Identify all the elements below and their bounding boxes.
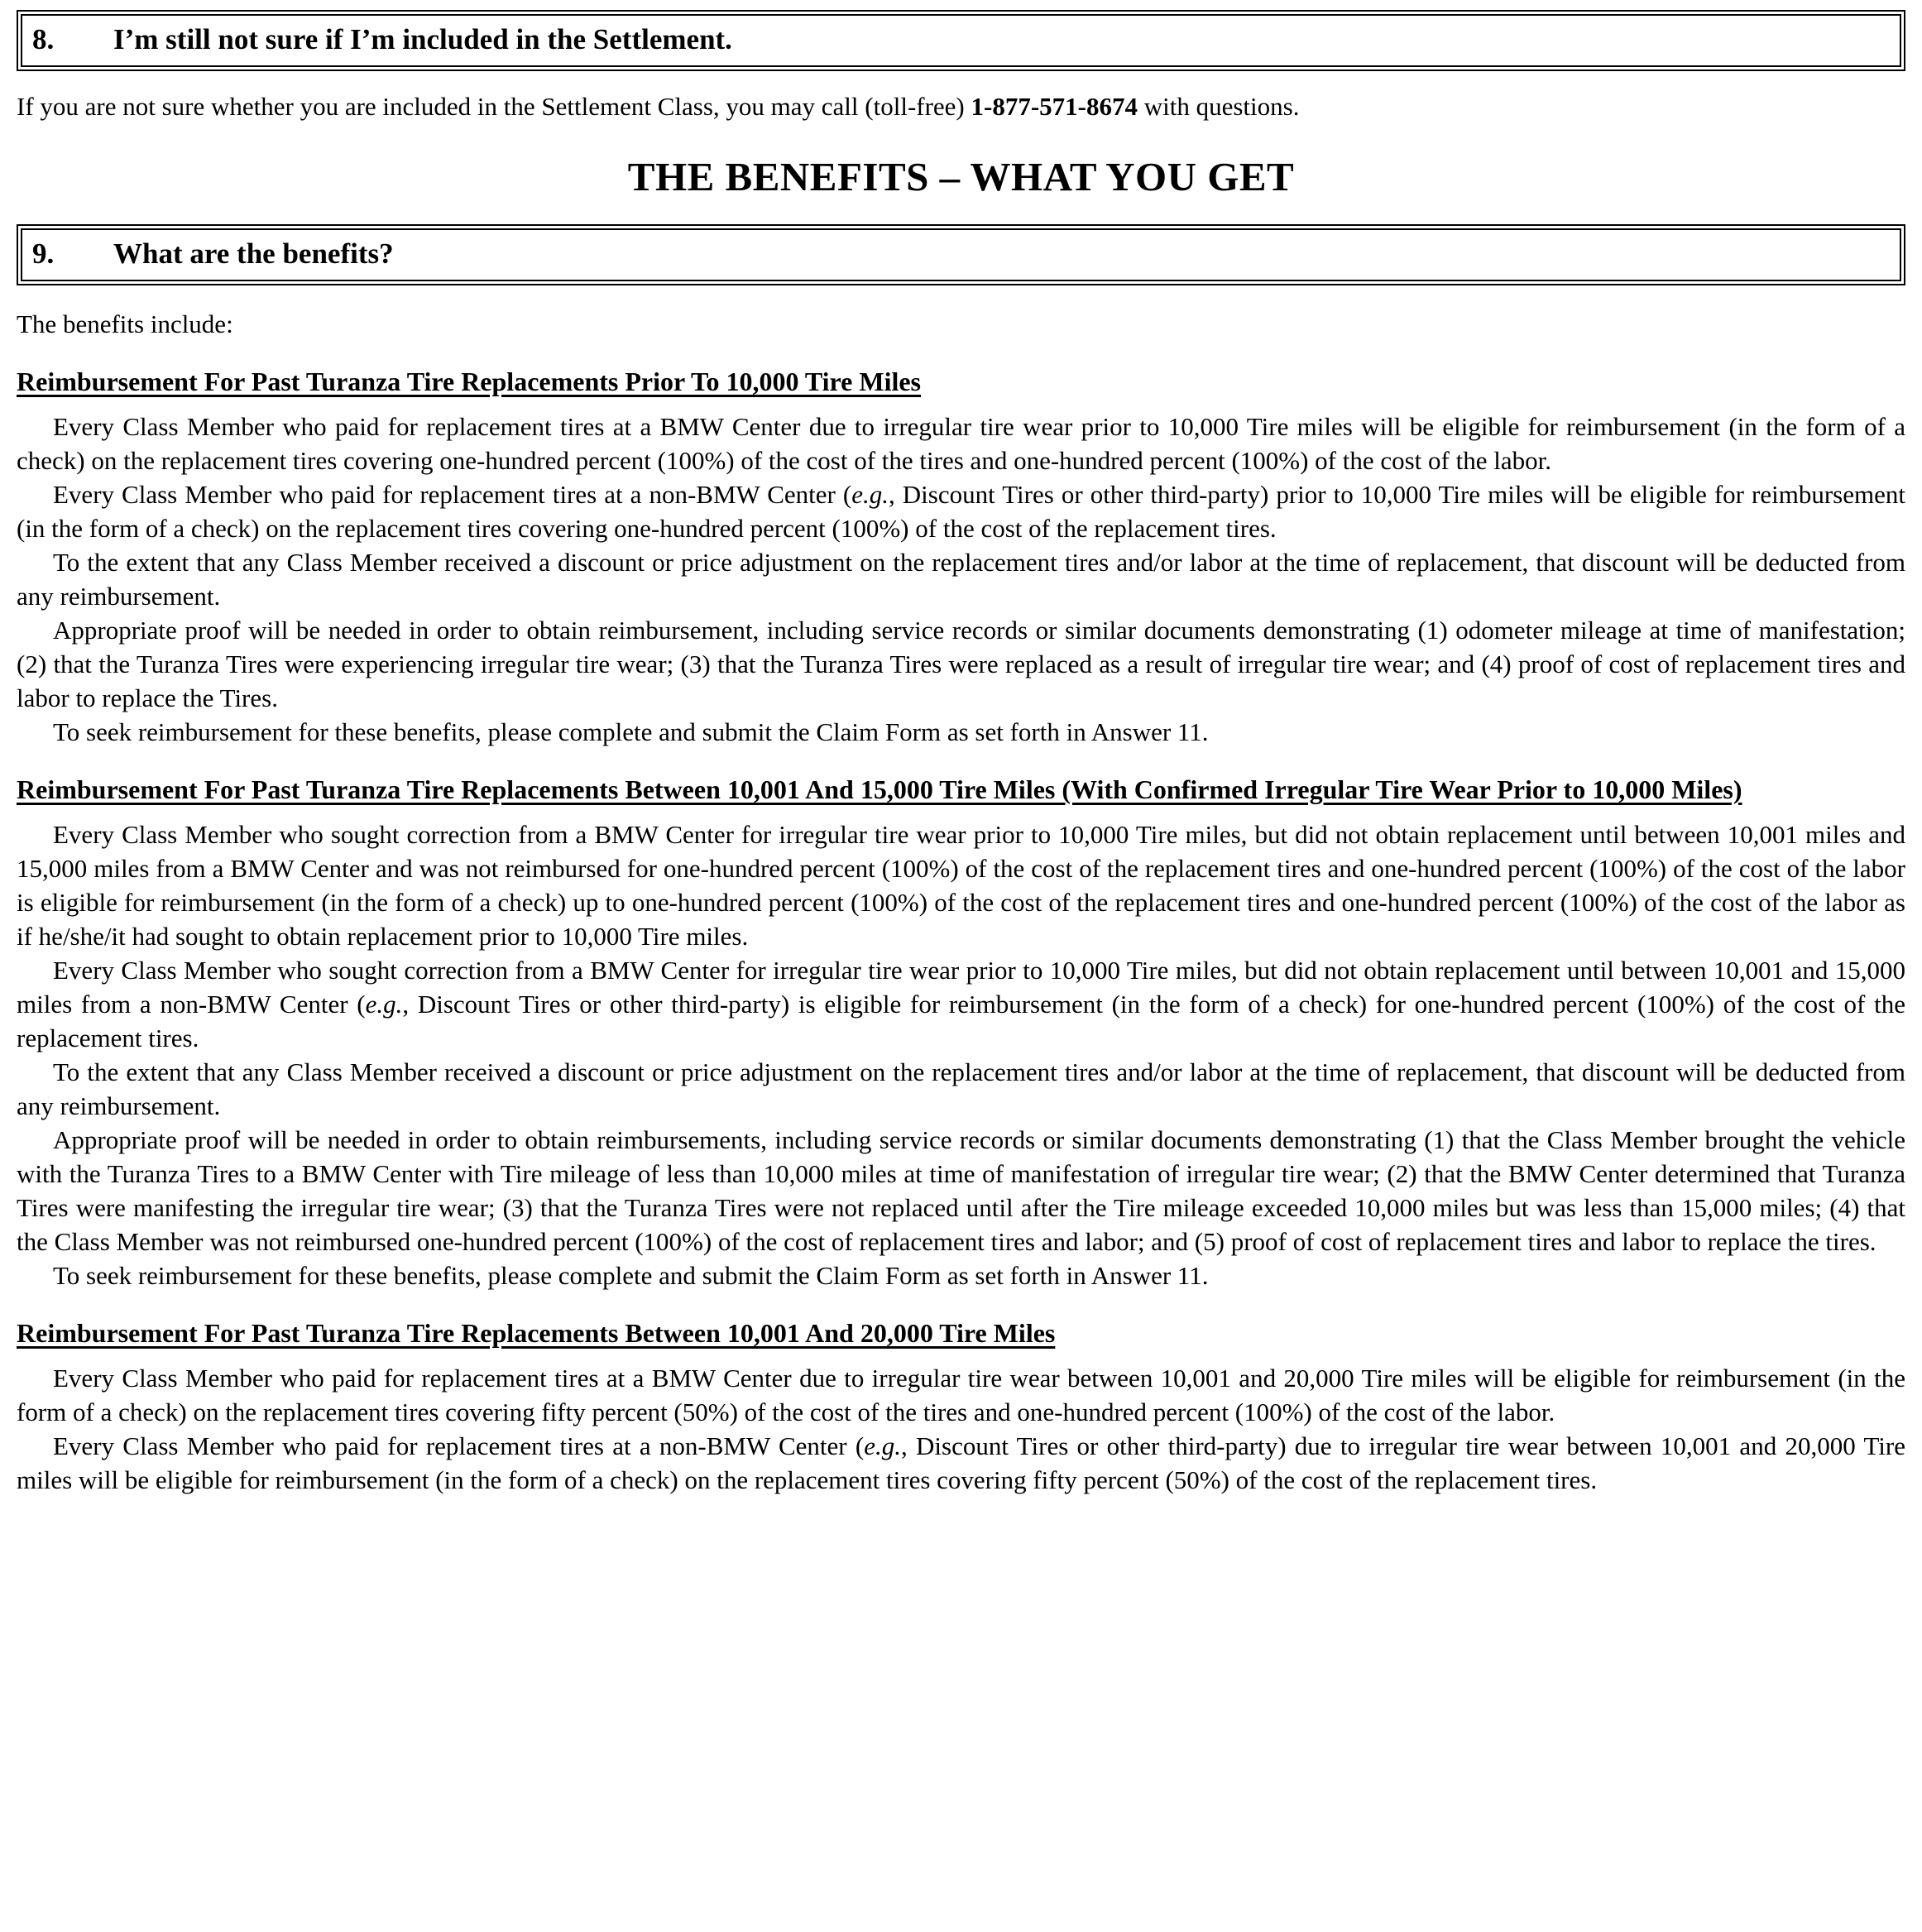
benefit-heading: Reimbursement For Past Turanza Tire Replacements Prior To 10,000 Tire Miles [17,366,921,396]
paragraph [17,817,1905,953]
text-run: Every Class Member who paid for replacement tires at a BMW Center due to irregular tire wear prior to 10,000 Tire miles will be eligible for reimbursement (in the form of a check) on the replacement tires covering one-hundred percent (100%) of the cost of the tires and one-hundred percent (100%) of the cost of the labor. [17,411,1905,475]
paragraph [17,545,1905,613]
benefit-section [17,1316,1905,1497]
paragraph [17,477,1905,545]
question-9-number: 9. [32,237,55,270]
paragraph [17,1361,1905,1429]
text-run: Every Class Member who sought correction from a BMW Center for irregular tire wear prior to 10,000 Tire miles, but did not obtain replacement until between 10,001 and 15,000 miles from a non-BMW Center ( [17,955,1905,1019]
text-run: To the extent that any Class Member received a discount or price adjustment on the replacement tires and/or labor at the time of replacement, that discount will be deducted from any reimbursement. [17,547,1905,611]
text-run: Appropriate proof will be needed in order to obtain reimbursements, including service records or similar documents demonstrating (1) that the Class Member brought the vehicle with the Turanza Tires to a BMW Center with Tire mileage of less than 10,000 miles at time of manifestation of irregular tire wear; (2) that the BMW Center determined that Turanza Tires were manifesting the irregular tire wear; (3) that the Turanza Tires were not replaced until after the Tire mileage exceeded 10,000 miles but was less than 15,000 miles; (4) that the Class Member was not reimbursed one-hundred percent (100%) of the cost of replacement tires and labor; and (5) proof of cost of replacement tires and labor to replace the tires. [17,1124,1905,1256]
question-8-number: 8. [32,23,55,55]
text-run: Every Class Member who paid for replacement tires at a non-BMW Center ( [53,1431,865,1460]
benefits-main-heading: THE BENEFITS – WHAT YOU GET [627,154,1295,199]
benefit-section [17,364,1905,749]
paragraph [17,1429,1905,1497]
benefit-heading: Reimbursement For Past Turanza Tire Replacements Between 10,001 And 20,000 Tire Miles [17,1317,1056,1348]
question-9-box [17,224,1905,285]
paragraph [17,410,1905,477]
text-run: e.g. [851,479,889,509]
text-run: e.g. [864,1431,901,1460]
question-8-answer [17,89,1905,123]
paragraph [17,613,1905,715]
text-run: , Discount Tires or other third-party) prior to 10,000 Tire miles will be eligible for reimbursement (in the form of a check) on the replacement tires covering one-hundred percent (100%) of the cost of the replacement tires. [17,479,1905,543]
text-run: e.g. [365,989,403,1019]
text-run: To the extent that any Class Member received a discount or price adjustment on the replacement tires and/or labor at the time of replacement, that discount will be deducted from any reimbursement. [17,1057,1905,1120]
question-8-title: I’m still not sure if I’m included in the Settlement. [113,23,732,55]
text-run: , Discount Tires or other third-party) is eligible for reimbursement (in the form of a check) for one-hundred percent (100%) of the cost of the replacement tires. [17,989,1905,1052]
text-run: 1-877-571-8674 [971,92,1138,121]
text-run: with questions. [1138,92,1300,121]
text-run: Every Class Member who sought correction from a BMW Center for irregular tire wear prior to 10,000 Tire miles, but did not obtain replacement until between 10,001 miles and 15,000 miles from a BMW Center and was not reimbursed for one-hundred percent (100%) of the cost of the replacement tires and one-hundred percent (100%) of the cost of the labor is eligible for reimbursement (in the form of a check) up to one-hundred percent (100%) of the cost of the replacement tires and one-hundred percent (100%) of the cost of the labor as if he/she/it had sought to obtain replacement prior to 10,000 Tire miles. [17,819,1905,951]
benefit-section [17,772,1905,1292]
paragraph [17,715,1905,749]
paragraph [17,1123,1905,1258]
paragraph [17,1258,1905,1292]
benefit-sections [17,364,1905,1497]
text-run: To seek reimbursement for these benefits, please complete and submit the Claim Form as set forth in Answer 11. [53,1260,1209,1290]
benefits-intro: The benefits include: [17,309,233,338]
text-run: Every Class Member who paid for replacement tires at a BMW Center due to irregular tire wear between 10,001 and 20,000 Tire miles will be eligible for reimbursement (in the form of a check) on the replacement tires covering fifty percent (50%) of the cost of the tires and one-hundred percent (100%) of the cost of the labor. [17,1363,1905,1426]
benefit-heading: Reimbursement For Past Turanza Tire Replacements Between 10,001 And 15,000 Tire Miles (With Confirmed Irregular Tire Wear Prior to 10,000 Miles) [17,774,1742,804]
paragraph [17,953,1905,1055]
question-8-box [17,10,1905,71]
question-9-title: What are the benefits? [113,237,394,270]
paragraph [17,1055,1905,1123]
text-run: If you are not sure whether you are included in the Settlement Class, you may call (toll-free) [17,92,971,121]
text-run: To seek reimbursement for these benefits, please complete and submit the Claim Form as set forth in Answer 11. [53,717,1209,746]
text-run: Appropriate proof will be needed in order to obtain reimbursement, including service records or similar documents demonstrating (1) odometer mileage at time of manifestation; (2) that the Turanza Tires were experiencing irregular tire wear; (3) that the Turanza Tires were replaced as a result of irregular tire wear; and (4) proof of cost of replacement tires and labor to replace the Tires. [17,615,1905,712]
text-run: Every Class Member who paid for replacement tires at a non-BMW Center ( [53,479,852,509]
text-run: , Discount Tires or other third-party) due to irregular tire wear between 10,001 and 20,000 Tire miles will be eligible for reimbursement (in the form of a check) on the replacement tires covering fifty percent (50%) of the cost of the replacement tires. [17,1431,1905,1494]
